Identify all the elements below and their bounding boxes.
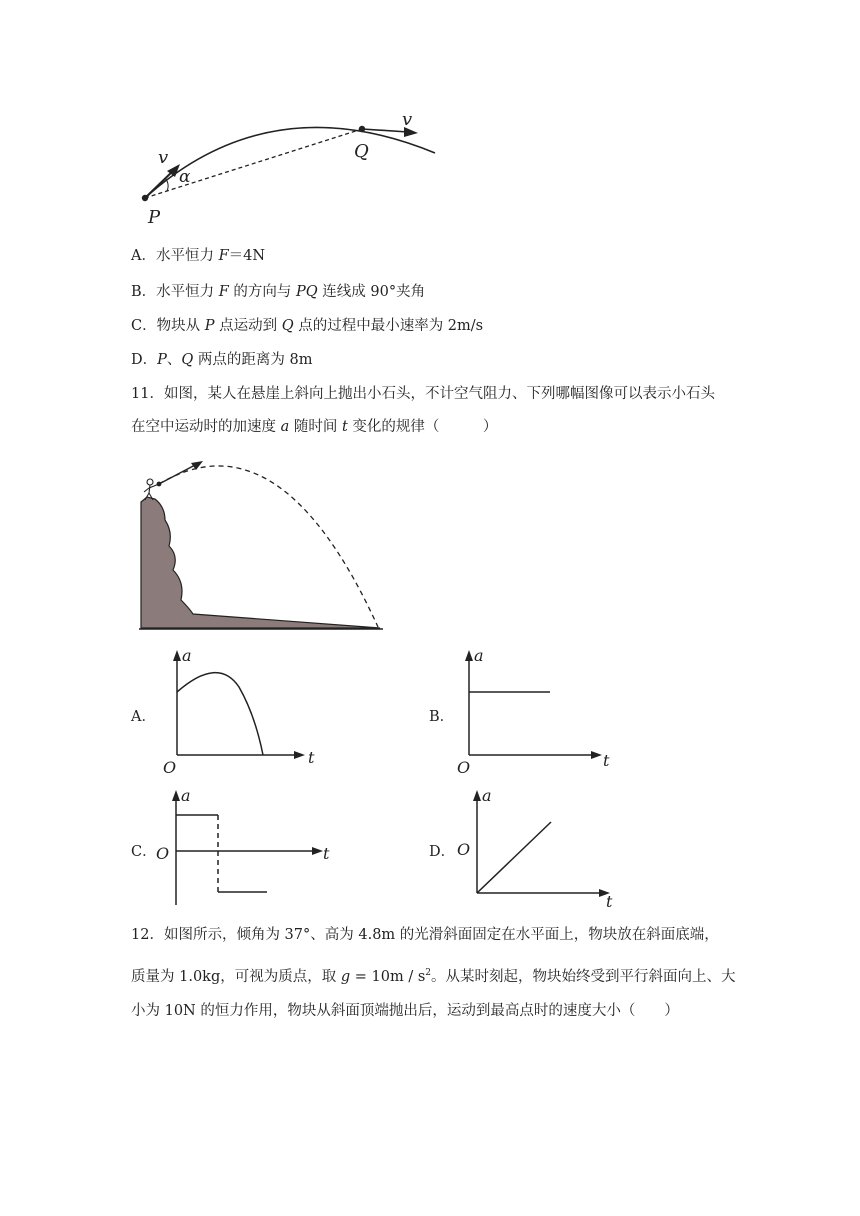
- pq-dashed-line: [145, 129, 362, 198]
- graph-b-y-label: a: [474, 646, 484, 665]
- label-v-right: v: [402, 109, 413, 130]
- graph-b-x-label: t: [603, 751, 610, 770]
- q11-line1: 11．如图，某人在悬崖上斜向上抛出小石头，不计空气阻力、下列哪幅图像可以表示小石头: [131, 386, 715, 402]
- option-c: C．物块从 P 点运动到 Q 点的过程中最小速率为 2m/s: [131, 318, 484, 334]
- graph-d-y-arrowhead: [473, 790, 481, 801]
- graph-c: [150, 785, 340, 910]
- graph-a-label: A．: [131, 709, 156, 725]
- graph-c-y-label: a: [181, 786, 191, 805]
- q12-line1: 12．如图所示，倾角为 37°、高为 4.8m 的光滑斜面固定在水平面上，物块放在斜面底端，: [131, 927, 719, 943]
- graph-b-label: B．: [429, 709, 455, 725]
- q12-line3: 小为 10N 的恒力作用，物块从斜面顶端抛出后，运动到最高点时的速度大小（ ）: [131, 1003, 679, 1019]
- label-v-left: v: [158, 147, 169, 168]
- trajectory-figure: [130, 105, 450, 230]
- graph-d-label: D．: [429, 844, 456, 860]
- graph-a-x-label: t: [308, 748, 315, 767]
- q11-line2: 在空中运动时的加速度 a 随时间 t 变化的规律（ ）: [131, 419, 498, 435]
- label-q: Q: [354, 141, 369, 162]
- graph-b-origin: O: [457, 758, 471, 775]
- trajectory-curve: [145, 127, 435, 198]
- point-p: [142, 195, 148, 201]
- graph-a-curve: [177, 673, 263, 755]
- graph-a: [160, 645, 325, 775]
- graph-b-y-arrowhead: [465, 650, 473, 661]
- person-figure: [144, 479, 159, 500]
- graph-d-y-label: a: [482, 786, 492, 805]
- graph-d-x-label: t: [606, 892, 613, 910]
- graph-c-label: C．: [131, 844, 157, 860]
- graph-a-y-label: a: [182, 646, 192, 665]
- graph-a-y-arrowhead: [173, 650, 181, 661]
- graph-d-origin: O: [457, 840, 471, 859]
- option-b: B．水平恒力 F 的方向与 PQ 连线成 90°夹角: [131, 284, 426, 300]
- graph-c-x-arrowhead: [312, 847, 323, 855]
- graph-a-origin: O: [163, 758, 177, 775]
- throw-arrow: [159, 464, 197, 484]
- stone-trajectory: [159, 466, 378, 627]
- graph-b-x-arrowhead: [591, 751, 602, 759]
- cliff-figure: [135, 452, 390, 637]
- label-alpha: α: [179, 167, 191, 187]
- label-p: P: [148, 207, 161, 228]
- graph-b: [455, 645, 620, 775]
- graph-c-origin: O: [156, 844, 170, 863]
- option-d: D．P、Q 两点的距离为 8m: [131, 352, 313, 368]
- graph-a-x-arrowhead: [294, 751, 305, 759]
- graph-d: [455, 785, 620, 910]
- throw-arrowhead: [191, 461, 203, 470]
- graph-c-x-label: t: [323, 844, 330, 863]
- option-a: A．水平恒力 F＝4N: [131, 248, 266, 264]
- point-q: [359, 126, 365, 132]
- graph-c-y-arrowhead: [172, 790, 180, 801]
- graph-d-sloped-line: [477, 822, 551, 893]
- q12-line2: 质量为 1.0kg，可视为质点，取 $g = 10m / s^2$。从某时刻起，物块始终受到平行斜面向上、大: [131, 968, 736, 985]
